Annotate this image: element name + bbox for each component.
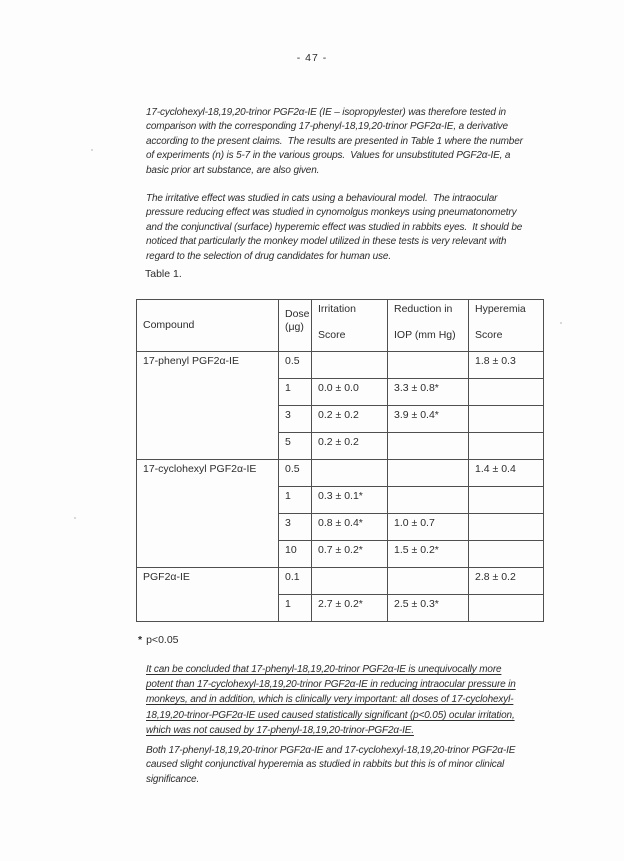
irritation-score-cell: 0.3 ± 0.1* [312, 487, 388, 514]
footnote [138, 634, 624, 646]
text-line: basic prior art substance, are also given. [146, 164, 320, 176]
irritation-score-cell: 0.2 ± 0.2 [312, 433, 388, 460]
col-header-hyperemia [469, 300, 544, 352]
iop-reduction-cell: 3.9 ± 0.4* [388, 406, 469, 433]
iop-reduction-cell [388, 352, 469, 379]
hyperemia-score-cell [469, 487, 544, 514]
footnote-text: p<0.05 [146, 634, 179, 647]
hyperemia-score-cell [469, 514, 544, 541]
scan-speck [91, 149, 93, 151]
header-text: Compound [143, 319, 195, 332]
col-header-compound [137, 300, 279, 352]
text-line: potent than 17-cyclohexyl-18,19,20-trinor PGF2α-IE in reducing intraocular pressure in [146, 679, 516, 691]
compound-cell: 17-cyclohexyl PGF2α-IE [137, 460, 279, 568]
compound-cell: 17-phenyl PGF2α-IE [137, 352, 279, 460]
iop-reduction-cell [388, 433, 469, 460]
text-line: noticed that particularly the monkey model utilized in these tests is very relevant with [146, 236, 507, 248]
dose-cell: 0.1 [279, 568, 312, 595]
header-text: Dose [285, 308, 310, 321]
text-line: which was not caused by 17-phenyl-18,19,20-trinor-PGF2α-IE. [146, 724, 414, 736]
text-line: regard to the selection of drug candidates for human use. [146, 250, 391, 262]
dose-cell: 5 [279, 433, 312, 460]
text-line: It can be concluded that 17-phenyl-18,19,20-trinor PGF2α-IE is unequivocally more [146, 664, 502, 676]
iop-reduction-cell: 1.5 ± 0.2* [388, 541, 469, 568]
iop-reduction-cell: 2.5 ± 0.3* [388, 595, 469, 622]
dose-cell: 1 [279, 487, 312, 514]
text-line: Both 17-phenyl-18,19,20-trinor PGF2α-IE and 17-cyclohexyl-18,19,20-trinor PGF2α-IE [146, 745, 516, 757]
header-text: Irritation [318, 303, 356, 316]
scan-speck [74, 517, 76, 519]
header-text: Score [318, 329, 346, 342]
irritation-score-cell: 2.7 ± 0.2* [312, 595, 388, 622]
dose-cell: 1 [279, 379, 312, 406]
compound-cell: PGF2α-IE [137, 568, 279, 622]
text-line: significance. [146, 773, 200, 785]
irritation-score-cell: 0.0 ± 0.0 [312, 379, 388, 406]
paragraph-closing [146, 744, 576, 787]
table-label: Table 1. [145, 268, 182, 281]
irritation-score-cell [312, 568, 388, 595]
results-table [136, 299, 544, 622]
footnote-marker: * [138, 634, 143, 647]
text-line: 18,19,20-trinor-PGF2α-IE used caused statistically significant (p<0.05) ocular irritation, [146, 709, 515, 721]
irritation-score-cell: 0.8 ± 0.4* [312, 514, 388, 541]
dose-cell: 0.5 [279, 352, 312, 379]
text-line: comparison with the corresponding 17-phenyl-18,19,20-trinor PGF2α-IE, a derivative [146, 121, 508, 133]
irritation-score-cell [312, 460, 388, 487]
col-header-reduction-iop [388, 300, 469, 352]
text-line: The irritative effect was studied in cats using a behavioural model. The intraocular [146, 193, 498, 205]
irritation-score-cell [312, 352, 388, 379]
hyperemia-score-cell [469, 595, 544, 622]
iop-reduction-cell: 3.3 ± 0.8* [388, 379, 469, 406]
text-line: according to the present claims. The results are presented in Table 1 where the number [146, 135, 523, 147]
text-line: 17-cyclohexyl-18,19,20-trinor PGF2α-IE (IE – isopropylester) was therefore tested in [146, 107, 506, 118]
paragraph-methods [146, 192, 576, 264]
col-header-dose [279, 300, 312, 352]
irritation-score-cell: 0.7 ± 0.2* [312, 541, 388, 568]
iop-reduction-cell: 1.0 ± 0.7 [388, 514, 469, 541]
table-row [137, 568, 544, 595]
paragraph-intro [146, 106, 576, 178]
text-line: pressure reducing effect was studied in cynomolgus monkeys using pneumatonometry [146, 207, 517, 219]
dose-cell: 1 [279, 595, 312, 622]
iop-reduction-cell [388, 487, 469, 514]
hyperemia-score-cell [469, 406, 544, 433]
text-line: caused slight conjunctival hyperemia as studied in rabbits but this is of minor clinical [146, 759, 505, 771]
header-text: Hyperemia [475, 303, 526, 316]
hyperemia-score-cell: 1.4 ± 0.4 [469, 460, 544, 487]
header-text: (μg) [285, 321, 304, 334]
iop-reduction-cell [388, 568, 469, 595]
paragraph-conclusion [146, 662, 576, 738]
hyperemia-score-cell [469, 541, 544, 568]
text-line: of experiments (n) is 5-7 in the various groups. Values for unsubstituted PGF2α-IE, a [146, 150, 511, 162]
scan-speck [560, 322, 562, 324]
hyperemia-score-cell: 1.8 ± 0.3 [469, 352, 544, 379]
dose-cell: 0.5 [279, 460, 312, 487]
header-text: IOP (mm Hg) [394, 329, 456, 342]
iop-reduction-cell [388, 460, 469, 487]
hyperemia-score-cell [469, 433, 544, 460]
table-header-row [137, 300, 544, 352]
col-header-irritation [312, 300, 388, 352]
header-text: Reduction in [394, 303, 453, 316]
dose-cell: 3 [279, 514, 312, 541]
dose-cell: 3 [279, 406, 312, 433]
hyperemia-score-cell: 2.8 ± 0.2 [469, 568, 544, 595]
dose-cell: 10 [279, 541, 312, 568]
hyperemia-score-cell [469, 379, 544, 406]
header-text: Score [475, 329, 503, 342]
table-row [137, 352, 544, 379]
table-row [137, 460, 544, 487]
page-number: - 47 - [296, 52, 328, 64]
text-line: monkeys, and in addition, which is clinically very important: all doses of 17-cyclohexyl- [146, 694, 514, 706]
irritation-score-cell: 0.2 ± 0.2 [312, 406, 388, 433]
text-line: and the conjunctival (surface) hyperemic effect was studied in rabbits eyes. It should be [146, 221, 523, 233]
